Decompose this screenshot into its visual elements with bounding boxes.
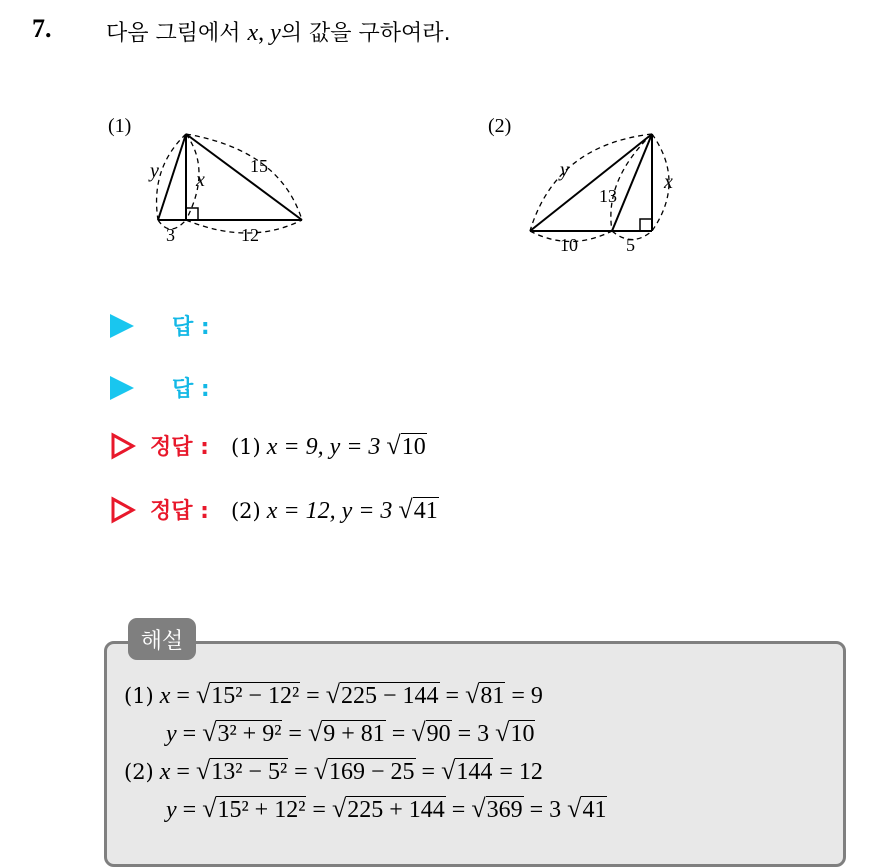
radicand: 3² + 9² [217,721,282,747]
figure-1-label: (1) [108,115,132,137]
solution-line-3: (2) x = √13² − 5² = √169 − 25 = √144 = 12 [124,756,543,785]
correct-answer-row-2 [110,494,439,525]
correct-answer-row-1 [110,430,427,461]
equation: x = 12, y = 3 [266,497,399,524]
solution-tail: = 12 [499,759,543,785]
play-triangle-icon [110,376,134,400]
radicand: 41 [582,797,607,823]
solution-var: y [166,797,177,823]
answer-row-2 [110,372,210,403]
sqrt: √10 [495,718,535,747]
radicand: 15² + 12² [217,797,306,823]
figure-2-label-x: x [664,171,673,193]
radicand: 9 + 81 [323,721,385,747]
figure-2-label: (2) [488,115,512,137]
radicand: 369 [486,797,523,823]
solution-tag: 해설 [128,618,196,660]
play-triangle-icon [110,314,134,338]
figure-2-label-5: 5 [626,235,635,255]
comma: , [258,20,271,46]
figure-1-label-15: 15 [250,156,268,176]
solution-var: y [166,721,177,747]
correct-answer-2-math [231,495,439,525]
figure-1-label-x: x [196,169,205,191]
radicand: 81 [480,683,505,709]
figure-2-triangle [530,134,652,231]
correct-answer-label: 정답 : [150,435,209,460]
solution-prefix: (1) [124,684,154,708]
sqrt: √3² + 9² [202,718,282,747]
radicand: 169 − 25 [329,759,415,785]
outline-triangle-icon [110,432,136,460]
sqrt: √169 − 25 [313,756,415,785]
figure-1-label-12: 12 [241,225,259,245]
radicand: 225 − 144 [341,683,439,709]
solution-var: x [159,683,171,709]
figure-1-label-3: 3 [166,225,175,245]
figure-2-label-y: y [560,159,569,181]
radicand: 144 [456,759,493,785]
sqrt: √15² + 12² [202,794,306,823]
sqrt: √10 [386,430,426,460]
answer-label: 답 : [172,315,210,340]
solution-box [104,641,846,867]
solution-prefix: (2) [124,760,154,784]
radicand: 13² − 5² [211,759,288,785]
correct-answer-label: 정답 : [150,499,209,524]
solution-tail: = 3 [529,797,568,823]
sqrt: √41 [567,794,607,823]
sqrt: √9 + 81 [307,718,385,747]
radicand: 10 [510,721,535,747]
sqrt: √15² − 12² [195,680,300,709]
part-label: (1) [230,434,261,459]
figure-2-label-10: 10 [560,235,578,255]
sqrt: √144 [441,756,493,785]
sqrt: √13² − 5² [195,756,288,785]
sqrt: √41 [398,494,438,524]
answer-row-1 [110,310,210,341]
var-x: x [247,20,259,46]
outline-triangle-icon [110,496,136,524]
figure-1-label-y: y [150,160,159,182]
answer-label: 답 : [172,377,210,402]
sqrt: √225 − 144 [325,680,439,709]
solution-tail: = 9 [511,683,543,709]
sqrt: √369 [471,794,523,823]
radicand: 15² − 12² [211,683,300,709]
solution-line-1: (1) x = √15² − 12² = √225 − 144 = √81 = 9 [124,680,543,709]
radicand: 41 [413,497,438,524]
sqrt: √90 [411,718,451,747]
equation: x = 9, y = 3 [266,433,387,460]
solution-tail: = 3 [457,721,496,747]
question-number: 7. [32,14,52,43]
solution-var: x [159,759,171,785]
solution-line-2: y = √3² + 9² = √9 + 81 = √90 = 3 √10 [166,718,535,747]
figure-1-triangle [158,134,302,220]
sqrt: √225 + 144 [331,794,445,823]
radicand: 225 + 144 [347,797,445,823]
figure-2-label-13: 13 [599,186,617,206]
part-label: (2) [230,498,261,523]
figures-canvas [0,0,884,300]
solution-line-4: y = √15² + 12² = √225 + 144 = √369 = 3 √41 [166,794,607,823]
question-text-after: 의 값을 구하여라. [280,21,451,46]
question-text-before: 다음 그림에서 [106,21,248,46]
figure-1-dashed-arcs [157,134,302,233]
var-y: y [270,20,281,46]
correct-answer-1-math [231,431,427,461]
radicand: 90 [426,721,451,747]
radicand: 10 [401,433,426,460]
sqrt: √81 [465,680,505,709]
